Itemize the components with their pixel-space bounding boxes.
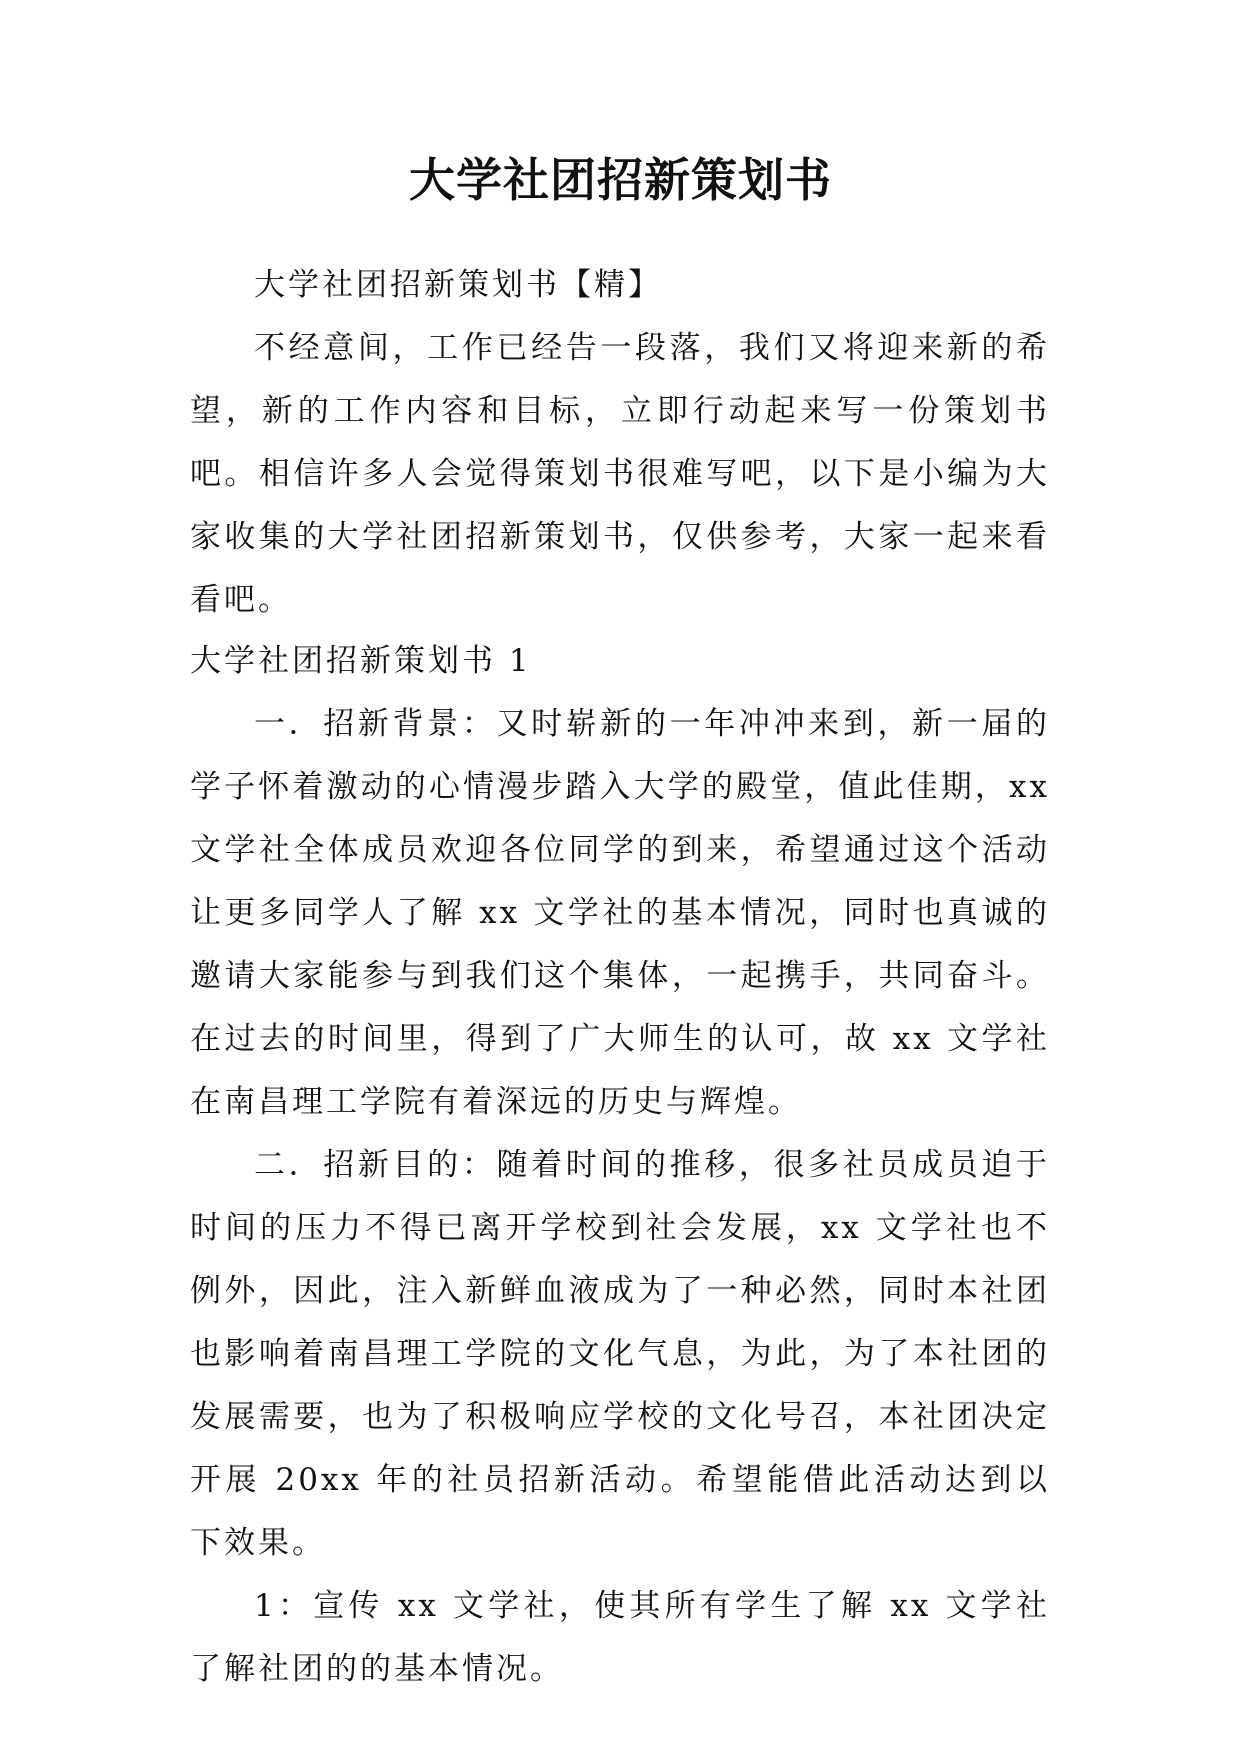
section-1-paragraph-background: 一．招新背景：又时崭新的一年冲冲来到，新一届的学子怀着激动的心情漫步踏入大学的殿堂，值此佳期，xx 文学社全体成员欢迎各位同学的到来，希望通过这个活动让更多同学人了解 xx 文学社的基本情况，同时也真诚的邀请大家能参与到我们这个集体，一起携手，共同奋斗。在过去的时间里，得到了广大师生的认可，故 xx 文学社在南昌理工学院有着深远的历史与辉煌。 [190, 706, 1050, 1120]
section-1-heading: 大学社团招新策划书 1 [190, 643, 532, 679]
section-1 [190, 630, 1050, 1701]
section-1-paragraph-purpose: 二．招新目的：随着时间的推移，很多社员成员迫于时间的压力不得已离开学校到社会发展，xx 文学社也不例外，因此，注入新鲜血液成为了一种必然，同时本社团也影响着南昌理工学院的文化气息，为此，为了本社团的发展需要，也为了积极响应学校的文化号召，本社团决定开展 20xx 年的社员招新活动。希望能借此活动达到以下效果。 [190, 1147, 1050, 1561]
intro-paragraph: 不经意间，工作已经告一段落，我们又将迎来新的希望，新的工作内容和目标，立即行动起来写一份策划书吧。相信许多人会觉得策划书很难写吧，以下是小编为大家收集的大学社团招新策划书，仅供参考，大家一起来看看吧。 [190, 330, 1050, 618]
document-title: 大学社团招新策划书 [409, 153, 832, 207]
intro-block [190, 254, 1050, 632]
section-1-paragraph-effect-1: 1：宣传 xx 文学社，使其所有学生了解 xx 文学社了解社团的的基本情况。 [190, 1588, 1050, 1687]
intro-heading: 大学社团招新策划书【精】 [254, 267, 662, 303]
